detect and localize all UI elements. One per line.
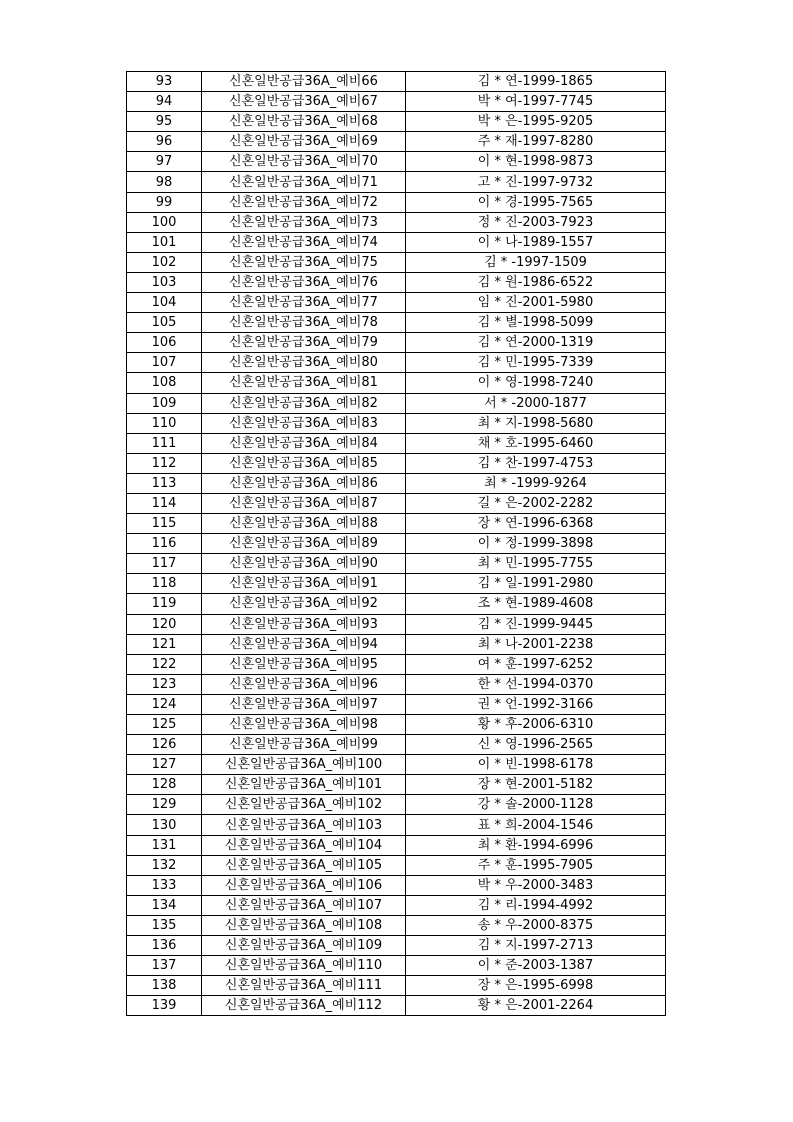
row-number-cell: 119	[127, 594, 202, 614]
table-row	[127, 775, 666, 795]
supply-category-cell: 신혼일반공급36A_예비81	[202, 373, 406, 393]
supply-category-cell: 신혼일반공급36A_예비92	[202, 594, 406, 614]
table-row	[127, 735, 666, 755]
applicant-cell: 최 * 민-1995-7755	[406, 554, 666, 574]
table-row	[127, 493, 666, 513]
table-row	[127, 232, 666, 252]
supply-category-cell: 신혼일반공급36A_예비66	[202, 72, 406, 92]
row-number-cell: 107	[127, 353, 202, 373]
supply-category-cell: 신혼일반공급36A_예비70	[202, 152, 406, 172]
supply-category-cell: 신혼일반공급36A_예비71	[202, 172, 406, 192]
row-number-cell: 132	[127, 855, 202, 875]
row-number-cell: 97	[127, 152, 202, 172]
table-row	[127, 333, 666, 353]
supply-category-cell: 신혼일반공급36A_예비88	[202, 514, 406, 534]
applicant-list-table	[126, 71, 666, 1016]
applicant-cell: 김 * 별-1998-5099	[406, 313, 666, 333]
supply-category-cell: 신혼일반공급36A_예비78	[202, 313, 406, 333]
row-number-cell: 137	[127, 956, 202, 976]
applicant-cell: 이 * 빈-1998-6178	[406, 755, 666, 775]
row-number-cell: 111	[127, 433, 202, 453]
supply-category-cell: 신혼일반공급36A_예비109	[202, 936, 406, 956]
applicant-cell: 황 * 은-2001-2264	[406, 996, 666, 1016]
applicant-cell: 최 * 나-2001-2238	[406, 634, 666, 654]
row-number-cell: 136	[127, 936, 202, 956]
row-number-cell: 134	[127, 895, 202, 915]
row-number-cell: 130	[127, 815, 202, 835]
table-row	[127, 353, 666, 373]
table-row	[127, 915, 666, 935]
row-number-cell: 125	[127, 715, 202, 735]
supply-category-cell: 신혼일반공급36A_예비101	[202, 775, 406, 795]
table-row	[127, 192, 666, 212]
row-number-cell: 112	[127, 453, 202, 473]
row-number-cell: 93	[127, 72, 202, 92]
applicant-cell: 이 * 준-2003-1387	[406, 956, 666, 976]
row-number-cell: 99	[127, 192, 202, 212]
applicant-cell: 김 * 찬-1997-4753	[406, 453, 666, 473]
table-row	[127, 956, 666, 976]
applicant-cell: 이 * 경-1995-7565	[406, 192, 666, 212]
table-row	[127, 574, 666, 594]
table-row	[127, 554, 666, 574]
supply-category-cell: 신혼일반공급36A_예비80	[202, 353, 406, 373]
table-row	[127, 936, 666, 956]
row-number-cell: 109	[127, 393, 202, 413]
supply-category-cell: 신혼일반공급36A_예비82	[202, 393, 406, 413]
supply-category-cell: 신혼일반공급36A_예비73	[202, 212, 406, 232]
supply-category-cell: 신혼일반공급36A_예비85	[202, 453, 406, 473]
row-number-cell: 116	[127, 534, 202, 554]
applicant-cell: 김 * 연-2000-1319	[406, 333, 666, 353]
table-row	[127, 855, 666, 875]
row-number-cell: 128	[127, 775, 202, 795]
supply-category-cell: 신혼일반공급36A_예비75	[202, 252, 406, 272]
supply-category-cell: 신혼일반공급36A_예비105	[202, 855, 406, 875]
table-row	[127, 835, 666, 855]
supply-category-cell: 신혼일반공급36A_예비96	[202, 674, 406, 694]
row-number-cell: 95	[127, 112, 202, 132]
table-row	[127, 293, 666, 313]
table-row	[127, 72, 666, 92]
applicant-cell: 임 * 진-2001-5980	[406, 293, 666, 313]
table-row	[127, 252, 666, 272]
supply-category-cell: 신혼일반공급36A_예비97	[202, 694, 406, 714]
applicant-cell: 최 * 환-1994-6996	[406, 835, 666, 855]
table-row	[127, 212, 666, 232]
row-number-cell: 139	[127, 996, 202, 1016]
supply-category-cell: 신혼일반공급36A_예비79	[202, 333, 406, 353]
row-number-cell: 96	[127, 132, 202, 152]
supply-category-cell: 신혼일반공급36A_예비103	[202, 815, 406, 835]
table-row	[127, 514, 666, 534]
applicant-cell: 김 * -1997-1509	[406, 252, 666, 272]
supply-category-cell: 신혼일반공급36A_예비89	[202, 534, 406, 554]
applicant-cell: 김 * 연-1999-1865	[406, 72, 666, 92]
supply-category-cell: 신혼일반공급36A_예비94	[202, 634, 406, 654]
table-row	[127, 132, 666, 152]
applicant-cell: 주 * 재-1997-8280	[406, 132, 666, 152]
table-row	[127, 815, 666, 835]
table-row	[127, 674, 666, 694]
supply-category-cell: 신혼일반공급36A_예비83	[202, 413, 406, 433]
supply-category-cell: 신혼일반공급36A_예비90	[202, 554, 406, 574]
supply-category-cell: 신혼일반공급36A_예비91	[202, 574, 406, 594]
row-number-cell: 105	[127, 313, 202, 333]
applicant-cell: 김 * 민-1995-7339	[406, 353, 666, 373]
applicant-cell: 박 * 여-1997-7745	[406, 92, 666, 112]
supply-category-cell: 신혼일반공급36A_예비110	[202, 956, 406, 976]
supply-category-cell: 신혼일반공급36A_예비74	[202, 232, 406, 252]
applicant-cell: 정 * 진-2003-7923	[406, 212, 666, 232]
supply-category-cell: 신혼일반공급36A_예비84	[202, 433, 406, 453]
applicant-cell: 장 * 현-2001-5182	[406, 775, 666, 795]
supply-category-cell: 신혼일반공급36A_예비111	[202, 976, 406, 996]
applicant-cell: 강 * 솔-2000-1128	[406, 795, 666, 815]
supply-category-cell: 신혼일반공급36A_예비87	[202, 493, 406, 513]
applicant-cell: 황 * 후-2006-6310	[406, 715, 666, 735]
applicant-cell: 이 * 정-1999-3898	[406, 534, 666, 554]
row-number-cell: 106	[127, 333, 202, 353]
applicant-cell: 고 * 진-1997-9732	[406, 172, 666, 192]
applicant-cell: 이 * 나-1989-1557	[406, 232, 666, 252]
table-row	[127, 393, 666, 413]
table-row	[127, 453, 666, 473]
row-number-cell: 124	[127, 694, 202, 714]
applicant-cell: 김 * 리-1994-4992	[406, 895, 666, 915]
row-number-cell: 110	[127, 413, 202, 433]
table-row	[127, 373, 666, 393]
table-row	[127, 634, 666, 654]
supply-category-cell: 신혼일반공급36A_예비68	[202, 112, 406, 132]
table-row	[127, 272, 666, 292]
row-number-cell: 102	[127, 252, 202, 272]
applicant-cell: 장 * 연-1996-6368	[406, 514, 666, 534]
applicant-cell: 김 * 일-1991-2980	[406, 574, 666, 594]
applicant-cell: 주 * 훈-1995-7905	[406, 855, 666, 875]
applicant-cell: 채 * 호-1995-6460	[406, 433, 666, 453]
supply-category-cell: 신혼일반공급36A_예비107	[202, 895, 406, 915]
applicant-cell: 김 * 지-1997-2713	[406, 936, 666, 956]
applicant-cell: 이 * 현-1998-9873	[406, 152, 666, 172]
supply-category-cell: 신혼일반공급36A_예비93	[202, 614, 406, 634]
row-number-cell: 127	[127, 755, 202, 775]
row-number-cell: 118	[127, 574, 202, 594]
table-row	[127, 976, 666, 996]
table-row	[127, 694, 666, 714]
row-number-cell: 131	[127, 835, 202, 855]
table-row	[127, 473, 666, 493]
table-row	[127, 614, 666, 634]
supply-category-cell: 신혼일반공급36A_예비77	[202, 293, 406, 313]
table-row	[127, 413, 666, 433]
supply-category-cell: 신혼일반공급36A_예비112	[202, 996, 406, 1016]
supply-category-cell: 신혼일반공급36A_예비106	[202, 875, 406, 895]
row-number-cell: 133	[127, 875, 202, 895]
applicant-cell: 권 * 언-1992-3166	[406, 694, 666, 714]
table-row	[127, 715, 666, 735]
supply-category-cell: 신혼일반공급36A_예비86	[202, 473, 406, 493]
table-row	[127, 534, 666, 554]
table-row	[127, 795, 666, 815]
table-row	[127, 755, 666, 775]
supply-category-cell: 신혼일반공급36A_예비102	[202, 795, 406, 815]
table-row	[127, 313, 666, 333]
row-number-cell: 104	[127, 293, 202, 313]
row-number-cell: 117	[127, 554, 202, 574]
applicant-cell: 이 * 영-1998-7240	[406, 373, 666, 393]
row-number-cell: 100	[127, 212, 202, 232]
row-number-cell: 129	[127, 795, 202, 815]
row-number-cell: 108	[127, 373, 202, 393]
row-number-cell: 94	[127, 92, 202, 112]
table-row	[127, 895, 666, 915]
row-number-cell: 138	[127, 976, 202, 996]
applicant-cell: 최 * -1999-9264	[406, 473, 666, 493]
row-number-cell: 121	[127, 634, 202, 654]
applicant-cell: 여 * 훈-1997-6252	[406, 654, 666, 674]
row-number-cell: 113	[127, 473, 202, 493]
row-number-cell: 115	[127, 514, 202, 534]
applicant-cell: 신 * 영-1996-2565	[406, 735, 666, 755]
applicant-cell: 장 * 은-1995-6998	[406, 976, 666, 996]
applicant-cell: 박 * 은-1995-9205	[406, 112, 666, 132]
row-number-cell: 101	[127, 232, 202, 252]
supply-category-cell: 신혼일반공급36A_예비98	[202, 715, 406, 735]
table-row	[127, 594, 666, 614]
applicant-cell: 조 * 현-1989-4608	[406, 594, 666, 614]
row-number-cell: 114	[127, 493, 202, 513]
applicant-cell: 김 * 진-1999-9445	[406, 614, 666, 634]
supply-category-cell: 신혼일반공급36A_예비104	[202, 835, 406, 855]
applicant-cell: 김 * 원-1986-6522	[406, 272, 666, 292]
row-number-cell: 123	[127, 674, 202, 694]
applicant-cell: 박 * 우-2000-3483	[406, 875, 666, 895]
supply-category-cell: 신혼일반공급36A_예비108	[202, 915, 406, 935]
row-number-cell: 126	[127, 735, 202, 755]
applicant-cell: 최 * 지-1998-5680	[406, 413, 666, 433]
applicant-cell: 길 * 은-2002-2282	[406, 493, 666, 513]
applicant-cell: 한 * 선-1994-0370	[406, 674, 666, 694]
supply-category-cell: 신혼일반공급36A_예비67	[202, 92, 406, 112]
table-row	[127, 654, 666, 674]
table-row	[127, 112, 666, 132]
row-number-cell: 135	[127, 915, 202, 935]
table-row	[127, 172, 666, 192]
table-row	[127, 433, 666, 453]
table-row	[127, 875, 666, 895]
table-row	[127, 152, 666, 172]
supply-category-cell: 신혼일반공급36A_예비99	[202, 735, 406, 755]
row-number-cell: 120	[127, 614, 202, 634]
table-row	[127, 996, 666, 1016]
table-body	[127, 72, 666, 1016]
applicant-cell: 표 * 희-2004-1546	[406, 815, 666, 835]
applicant-cell: 서 * -2000-1877	[406, 393, 666, 413]
row-number-cell: 122	[127, 654, 202, 674]
table-row	[127, 92, 666, 112]
supply-category-cell: 신혼일반공급36A_예비76	[202, 272, 406, 292]
supply-category-cell: 신혼일반공급36A_예비72	[202, 192, 406, 212]
supply-category-cell: 신혼일반공급36A_예비100	[202, 755, 406, 775]
supply-category-cell: 신혼일반공급36A_예비69	[202, 132, 406, 152]
applicant-cell: 송 * 우-2000-8375	[406, 915, 666, 935]
row-number-cell: 103	[127, 272, 202, 292]
supply-category-cell: 신혼일반공급36A_예비95	[202, 654, 406, 674]
row-number-cell: 98	[127, 172, 202, 192]
